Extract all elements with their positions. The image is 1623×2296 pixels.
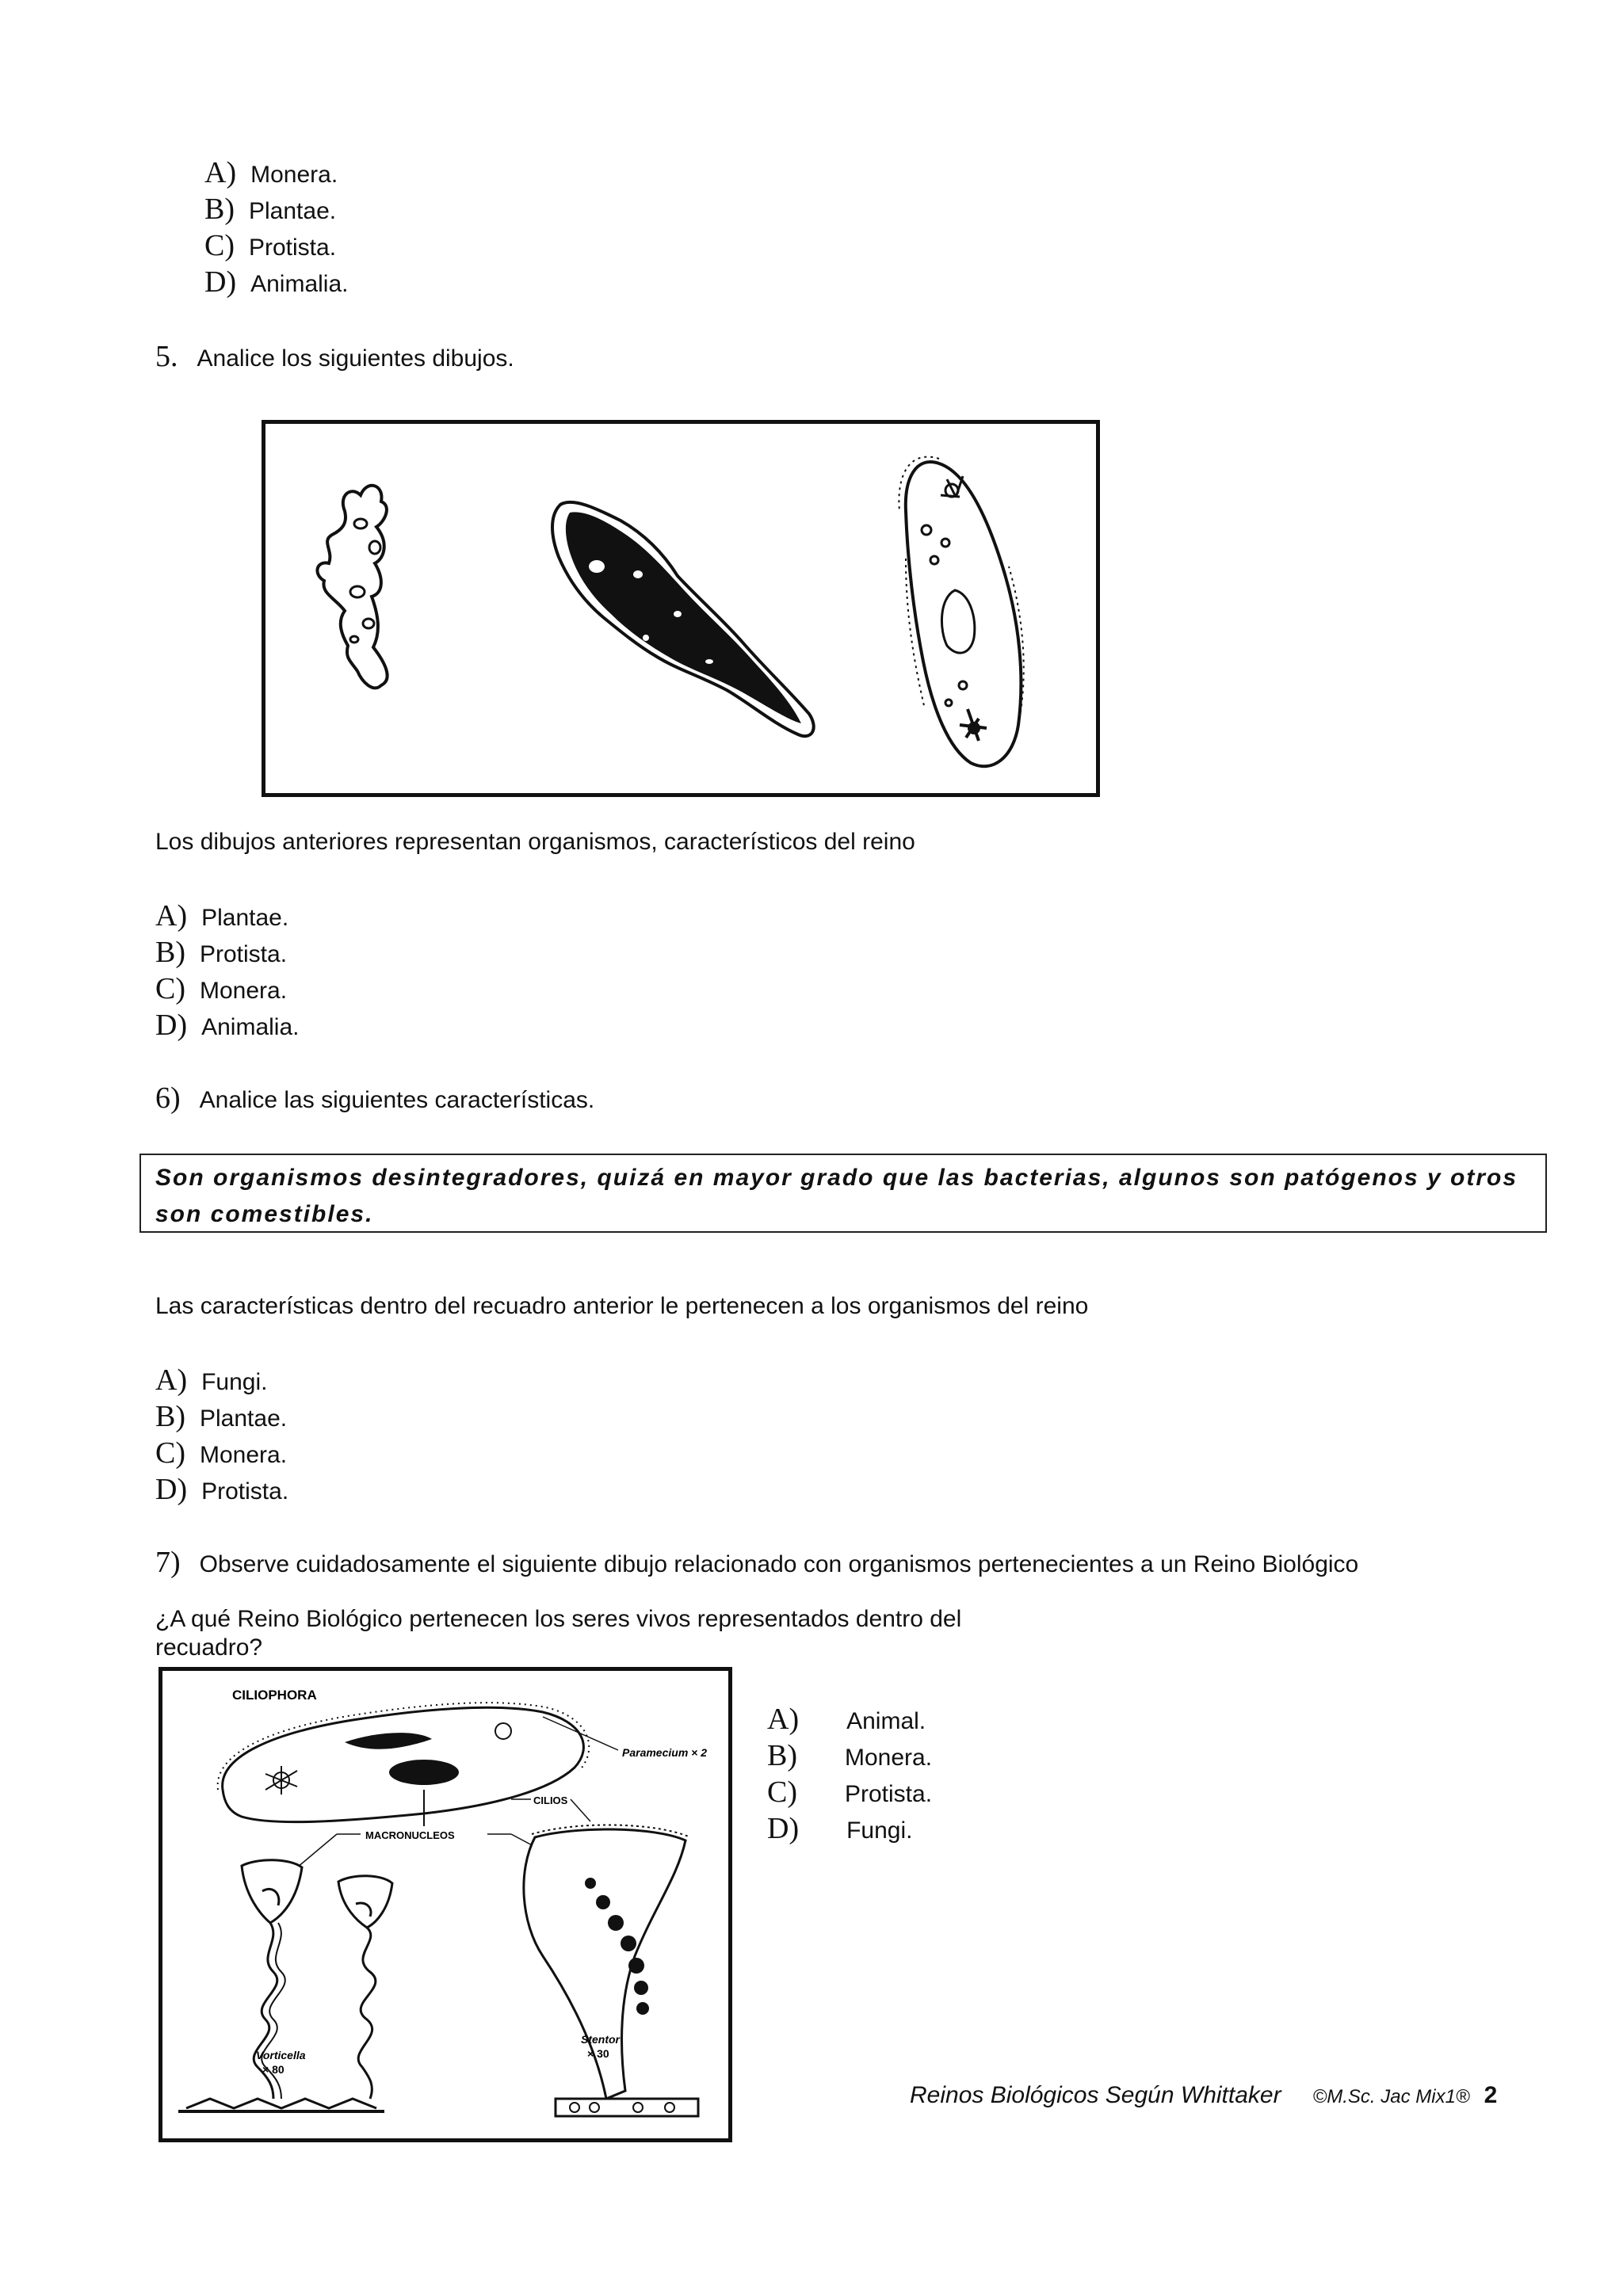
q7-option-c [767, 1775, 932, 1810]
option-letter: A) [155, 899, 188, 933]
option-letter: B) [204, 193, 235, 226]
label-vorticella-mag: × 80 [262, 2063, 285, 2076]
q4-option-d [204, 265, 349, 299]
option-letter: D) [767, 1812, 800, 1845]
option-text: Plantae. [201, 905, 289, 931]
question-number: 5. [155, 340, 178, 373]
option-text: Monera. [200, 1442, 288, 1468]
q7-prompt [155, 1545, 1358, 1580]
question-text: Analice los siguientes dibujos. [197, 345, 514, 372]
page-footer [910, 2082, 1497, 2109]
q5-option-a [155, 898, 288, 933]
paramecium-drawing [906, 462, 1022, 766]
option-text: Animalia. [201, 1014, 300, 1040]
option-text: Fungi. [201, 1369, 268, 1395]
option-text: Animal. [846, 1708, 926, 1734]
footer-title: Reinos Biológicos Según Whittaker [910, 2082, 1281, 2108]
characteristics-box: Son organismos desintegradores, quizá en mayor grado que las bacterias, algunos son patógenos y otros son comestibles. [139, 1154, 1547, 1233]
option-letter: D) [155, 1473, 188, 1506]
q5-stem: Los dibujos anteriores representan organismos, característicos del reino [155, 829, 915, 855]
q7-question-line1: ¿A qué Reino Biológico pertenecen los seres vivos representados dentro del [155, 1606, 962, 1632]
label-macronucleos: MACRONUCLEOS [365, 1829, 455, 1841]
q7-option-d [767, 1811, 913, 1846]
option-text: Protista. [201, 1478, 289, 1505]
option-text: Fungi. [846, 1817, 913, 1844]
protist-drawings [265, 424, 1096, 793]
label-stentor: Stentor [581, 2033, 620, 2046]
option-text: Monera. [200, 978, 288, 1004]
q6-option-d [155, 1472, 288, 1507]
q6-option-c [155, 1436, 287, 1470]
q6-option-b [155, 1399, 287, 1434]
question-number: 7) [155, 1546, 181, 1579]
label-cilios: CILIOS [533, 1794, 568, 1806]
q4-option-c [204, 228, 336, 263]
q6-prompt [155, 1081, 594, 1116]
option-letter: B) [767, 1739, 797, 1772]
option-letter: B) [155, 936, 185, 969]
question-text: Observe cuidadosamente el siguiente dibujo relacionado con organismos pertenecientes a un Reino Biológico [199, 1551, 1359, 1577]
label-vorticella: Vorticella [256, 2049, 306, 2061]
q5-option-b [155, 935, 287, 970]
ciliophora-drawing [162, 1671, 728, 2138]
q7-question-line2: recuadro? [155, 1634, 263, 1661]
option-letter: D) [204, 265, 237, 299]
option-letter: C) [204, 229, 235, 262]
q5-prompt [155, 339, 514, 374]
option-letter: B) [155, 1400, 185, 1433]
figure-title: CILIOPHORA [232, 1688, 317, 1703]
page-number: 2 [1484, 2082, 1498, 2108]
q5-option-c [155, 971, 287, 1006]
q7-question [155, 1605, 961, 1662]
option-letter: D) [155, 1009, 188, 1042]
q4-option-a [204, 155, 338, 190]
option-text: Plantae. [249, 198, 337, 224]
protist-drawings-figure [262, 420, 1100, 797]
option-letter: C) [155, 1436, 185, 1470]
option-letter: A) [767, 1703, 800, 1736]
q6-stem: Las características dentro del recuadro anterior le pertenecen a los organismos del reino [155, 1293, 1089, 1319]
option-text: Protista. [249, 235, 337, 261]
option-letter: C) [155, 972, 185, 1005]
q5-option-d [155, 1008, 300, 1043]
q7-option-a [767, 1702, 926, 1737]
option-text: Plantae. [200, 1405, 288, 1432]
footer-copyright: ©M.Sc. Jac Mix1® [1312, 2086, 1470, 2107]
option-text: Protista. [845, 1781, 933, 1807]
label-stentor-mag: × 30 [587, 2047, 609, 2060]
q4-option-b [204, 192, 336, 227]
option-text: Protista. [200, 941, 288, 967]
q7-option-b [767, 1738, 932, 1773]
option-text: Monera. [845, 1745, 933, 1771]
option-letter: A) [204, 156, 237, 189]
label-paramecium: Paramecium × 2 [622, 1746, 708, 1759]
question-text: Analice las siguientes características. [199, 1087, 595, 1113]
vorticella-left [242, 1860, 302, 1923]
dark-protist-body [566, 512, 801, 723]
q6-option-a [155, 1363, 268, 1398]
option-letter: A) [155, 1363, 188, 1397]
option-text: Monera. [250, 162, 338, 188]
ciliophora-figure [158, 1667, 732, 2142]
option-letter: C) [767, 1775, 797, 1809]
question-number: 6) [155, 1081, 181, 1115]
vorticella-right [338, 1876, 392, 1928]
option-text: Animalia. [250, 271, 349, 297]
